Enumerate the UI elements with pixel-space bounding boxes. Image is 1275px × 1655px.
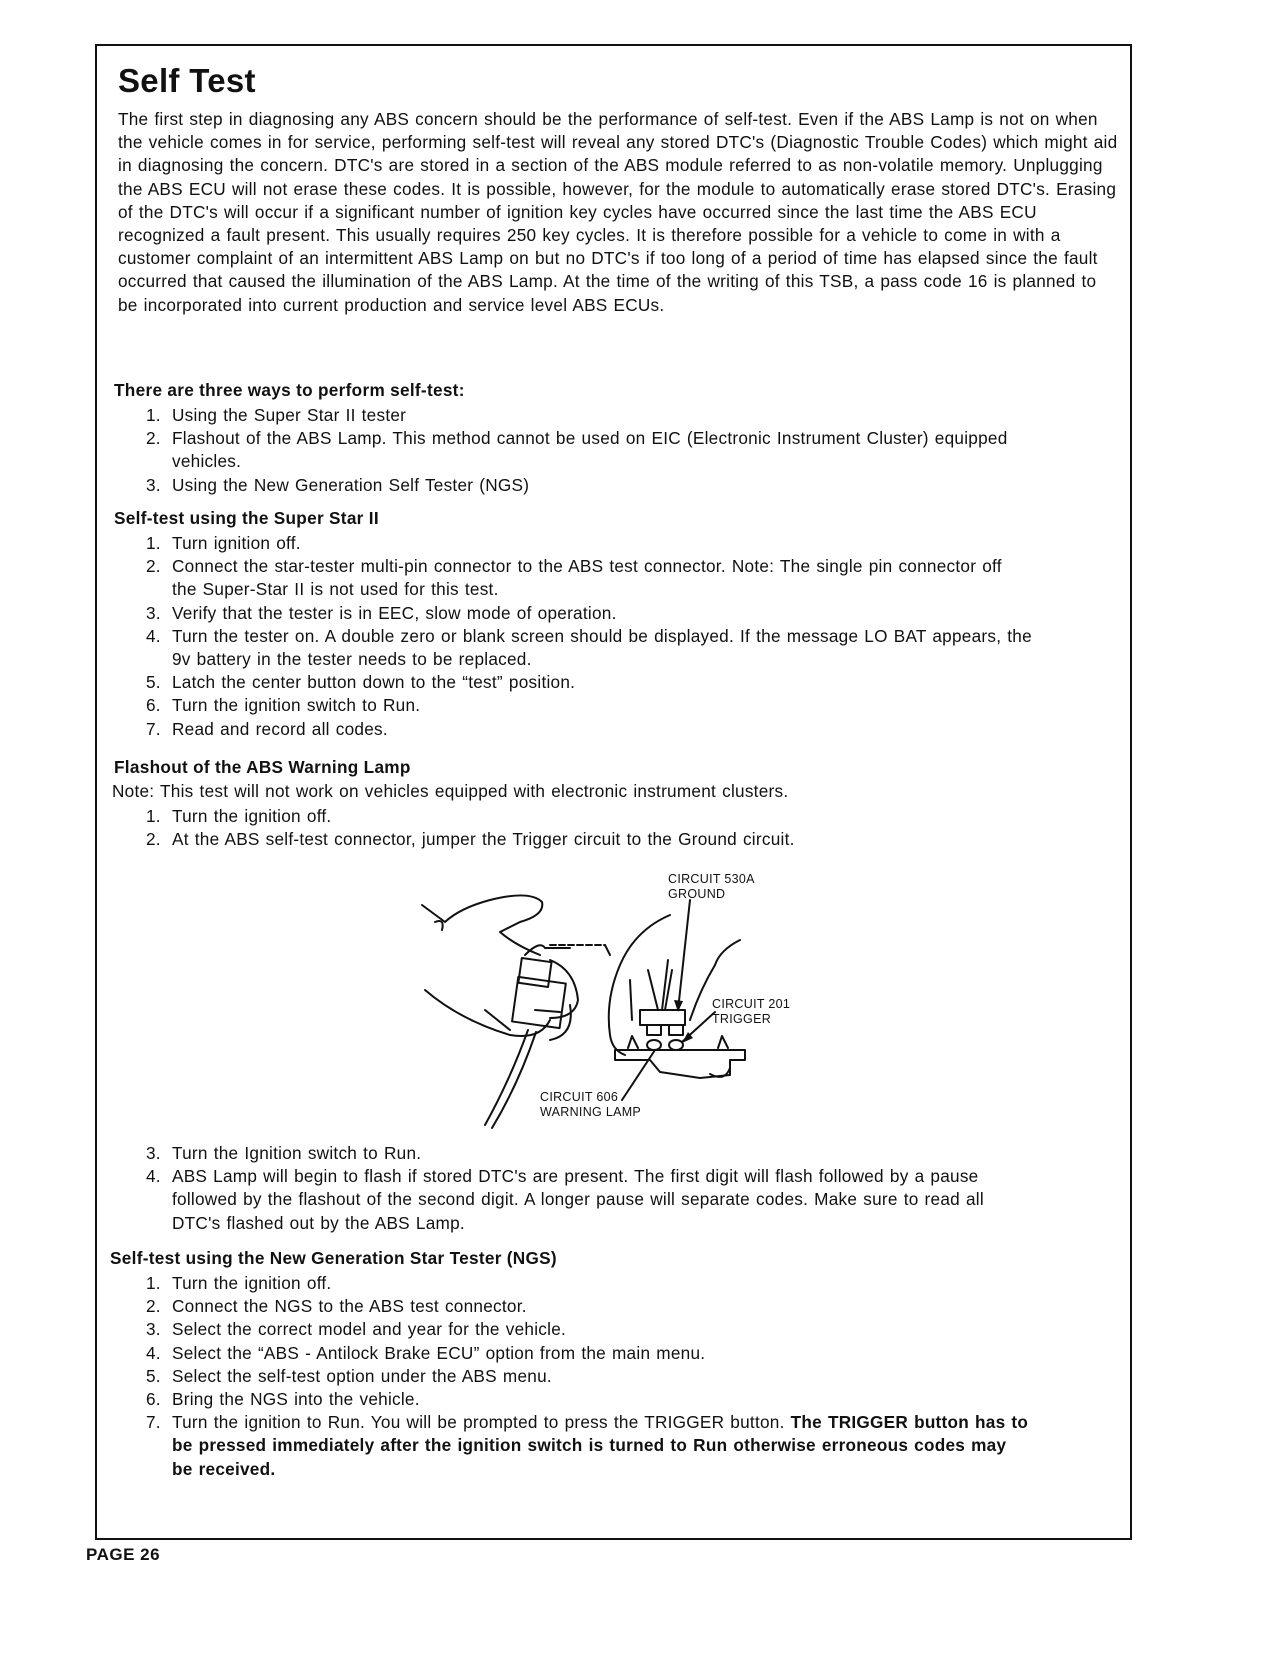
ngs-list [0, 1272, 1130, 1481]
list-item [0, 532, 1032, 555]
item-text: Read and record all codes. [172, 718, 388, 739]
lamp-circuit-name: WARNING LAMP [540, 1105, 642, 1119]
item-text: Latch the center button down to the “test” position. [172, 672, 576, 693]
intro-paragraph: The first step in diagnosing any ABS concern should be the performance of self-test. Even if the ABS Lamp is not on when the vehicle comes in for service, performing self-test will reveal any stored DTC's (Diagnostic Trouble Codes) which might aid in diagnosing the concern. DTC's are stored in a section of the ABS module referred to as non-volatile memory. Unplugging the ABS ECU will not erase these codes. It is possible, however, for the module to automatically erase stored DTC's. Erasing of the DTC's will occur if a significant number of ignition key cycles have occurred since the last time the ABS ECU recognized a fault present. This usually requires 250 key cycles. It is therefore possible for a vehicle to come in with a customer complaint of an intermittent ABS Lamp on but no DTC's if too long of a period of time has elapsed since the fault occurred that caused the illumination of the ABS Lamp. At the time of the writing of this TSB, a pass code 16 is planned to be incorporated into current production and service level ABS ECUs. [118, 109, 1118, 315]
list-item [0, 1342, 1032, 1365]
list-item [0, 602, 1032, 625]
list-item [0, 828, 1032, 851]
list-item [0, 1142, 1032, 1165]
item-text: Turn ignition off. [172, 533, 301, 553]
item-number: 3. [146, 602, 161, 623]
flashout-note: Note: This test will not work on vehicles equipped with electronic instrument clusters. [112, 781, 789, 801]
item-number: 2. [146, 556, 161, 577]
list-item [0, 625, 1032, 671]
item-number: 3. [146, 1319, 161, 1340]
list-item [0, 694, 1032, 717]
list-item [0, 427, 1032, 473]
item-text: Verify that the tester is in EEC, slow mode of operation. [172, 602, 617, 623]
trigger-circuit-number: CIRCUIT 201 [712, 997, 791, 1011]
item-text: Turn the tester on. A double zero or blank screen should be displayed. If the message LO BAT appears, the 9v battery in the tester needs to be replaced. [172, 625, 1032, 670]
trigger-circuit-name: TRIGGER [712, 1012, 772, 1026]
item-number: 2. [146, 829, 161, 850]
item-number: 2. [146, 428, 161, 449]
ngs-heading: Self-test using the New Generation Star Tester (NGS) [110, 1248, 557, 1268]
item-number: 4. [146, 1166, 161, 1187]
left-connector-body [512, 977, 566, 1028]
item-number: 1. [146, 405, 161, 425]
item-text: Turn the ignition off. [172, 1273, 332, 1293]
item-number: 6. [146, 1389, 161, 1410]
trigger-circuit-label [712, 997, 790, 1027]
item-text: Select the correct model and year for the vehicle. [172, 1319, 567, 1340]
item-text: Using the New Generation Self Tester (NGS) [172, 474, 530, 495]
list-item [0, 555, 1032, 601]
ground-leader-line [678, 900, 690, 1010]
item-number: 7. [146, 718, 161, 739]
item-text: Connect the star-tester multi-pin connector to the ABS test connector. Note: The single pin connector off the Super-Star II is not used for this test. [172, 556, 1002, 600]
left-hand-outline [422, 895, 542, 955]
item-number: 5. [146, 672, 161, 693]
item-text: At the ABS self-test connector, jumper the Trigger circuit to the Ground circuit. [172, 829, 795, 850]
item-text: Turn the ignition off. [172, 806, 332, 826]
list-item [0, 1272, 1032, 1295]
ways-heading: There are three ways to perform self-test: [114, 380, 465, 400]
list-item [0, 1411, 1032, 1481]
ground-circuit-number: CIRCUIT 530A [668, 872, 755, 886]
item-text: Bring the NGS into the vehicle. [172, 1389, 420, 1410]
list-item [0, 671, 1032, 694]
item-text: Turn the ignition switch to Run. [172, 695, 421, 716]
item-number: 1. [146, 806, 161, 826]
connector-diagram [400, 860, 820, 1130]
list-item [0, 1365, 1032, 1388]
list-item [0, 1295, 1032, 1318]
trigger-warning: The TRIGGER button has to be pressed immediately after the ignition switch is turned to Run otherwise erroneous codes may be received. [172, 1412, 1029, 1479]
flashout-list-before [0, 805, 1130, 851]
page-number: PAGE 26 [86, 1545, 161, 1564]
item-text: ABS Lamp will begin to flash if stored DTC's are present. The first digit will flash followed by a pause followed by the flashout of the second digit. A longer pause will separate codes. Make sure to read all DTC's flashed out by the ABS Lamp. [172, 1166, 984, 1233]
item-number: 4. [146, 1342, 161, 1363]
superstar-heading: Self-test using the Super Star II [114, 508, 379, 528]
page-title: Self Test [118, 62, 256, 99]
item-number: 6. [146, 695, 161, 716]
item-number: 1. [146, 533, 161, 553]
item-number: 4. [146, 625, 161, 646]
item-text: Turn the ignition to Run. You will be prompted to press the TRIGGER button. [172, 1412, 785, 1433]
list-item [0, 1388, 1032, 1411]
item-text: Turn the Ignition switch to Run. [172, 1143, 422, 1163]
lamp-circuit-number: CIRCUIT 606 [540, 1090, 619, 1104]
flashout-heading: Flashout of the ABS Warning Lamp [114, 757, 411, 777]
list-item [0, 1165, 1032, 1235]
flashout-list-after [0, 1142, 1130, 1235]
item-text: Select the self-test option under the ABS menu. [172, 1365, 552, 1386]
item-number: 5. [146, 1365, 161, 1386]
superstar-list [0, 532, 1130, 741]
list-item [0, 404, 1032, 427]
item-text: Select the “ABS - Antilock Brake ECU” option from the main menu. [172, 1342, 706, 1363]
item-number: 1. [146, 1273, 161, 1293]
item-number: 7. [146, 1412, 161, 1433]
ways-list [0, 404, 1130, 497]
item-number: 2. [146, 1296, 161, 1317]
item-number: 3. [146, 474, 161, 495]
ground-circuit-name: GROUND [668, 887, 726, 901]
list-item [0, 805, 1032, 828]
item-text: Flashout of the ABS Lamp. This method cannot be used on EIC (Electronic Instrument Cluster) equipped vehicles. [172, 428, 1008, 472]
list-item [0, 1318, 1032, 1341]
lamp-circuit-label [540, 1090, 641, 1120]
item-text: Connect the NGS to the ABS test connector. [172, 1296, 527, 1317]
list-item [0, 474, 1032, 497]
item-text: Using the Super Star II tester [172, 405, 407, 425]
list-item [0, 718, 1032, 741]
ground-circuit-label [668, 872, 755, 902]
wire-bundle [485, 1030, 528, 1125]
item-number: 3. [146, 1143, 161, 1163]
